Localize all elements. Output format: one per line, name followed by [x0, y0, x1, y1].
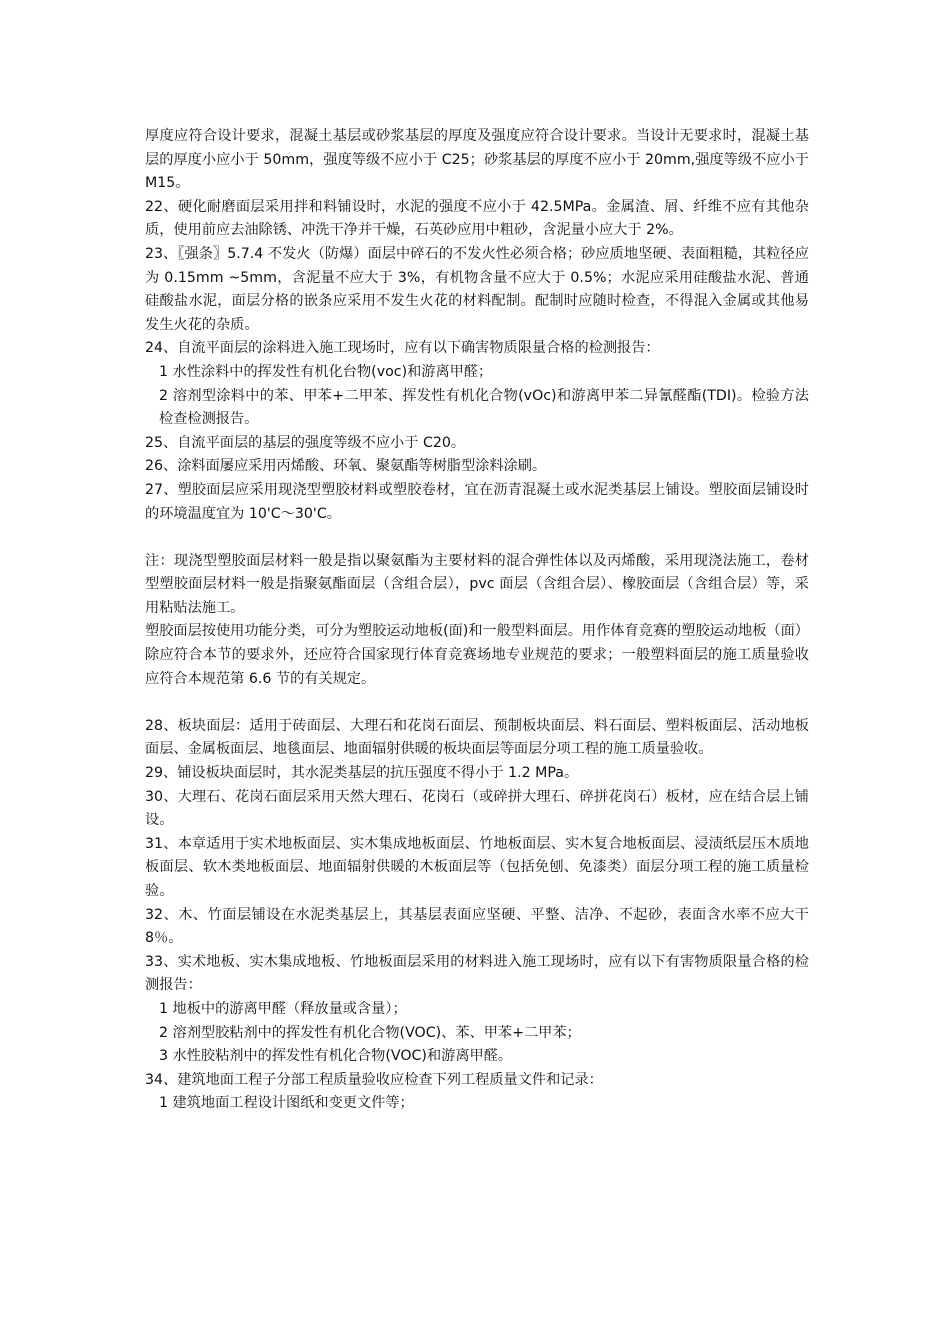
paragraph-note: 注：现浇型塑胶面层材料一般是指以聚氨酯为主要材料的混合弹性体以及丙烯酸，采用现浇法施工，卷材型塑胶面层材料一般是指聚氨酯面层（含组合层），pvc 面层（含组合层）、橡胶面层（含组合层）等，采用粘贴法施工。 — [145, 552, 809, 616]
paragraph-item-25: 25、自流平面层的基层的强度等级不应小于 C20。 — [145, 434, 466, 451]
paragraph-item-28: 28、板块面层：适用于砖面层、大理石和花岗石面层、预制板块面层、料石面层、塑料板面层、活动地板面层、金属板面层、地毯面层、地面辐射供暖的板块面层等面层分项工程的施工质量验收。 — [145, 717, 809, 758]
sub-item-34-1: 1 建筑地面工程设计图纸和变更文件等； — [159, 1095, 414, 1112]
paragraph-item-33: 33、实术地板、实木集成地板、竹地板面层采用的材料进入施工现场时，应有以下有害物质限量合格的检测报告： — [145, 953, 809, 994]
sub-item-24-1: 1 水性涂料中的挥发性有机化台物(voc)和游离甲醛； — [159, 363, 493, 380]
paragraph-item-24: 24、自流平面层的涂料进入施工现场时，应有以下确害物质限量合格的检测报告： — [145, 340, 660, 357]
blank-line — [145, 691, 809, 715]
paragraph-item-23: 23、〖强条〗5.7.4 不发火（防爆）面层中碎石的不发火性必须合格；砂应质地坚硬、表面粗糙，其粒径应为 0.15mm ~5mm，含泥量不应大于 3%，有机物含量不应大于 0.5%；水泥应采用硅酸盐水泥、普通硅酸盐水泥，面层分格的嵌条应采用不发生火花的材料配制。配制时应随时检查，不得混入金属或其他易发生火花的杂质。 — [145, 245, 809, 333]
paragraph-item-30: 30、大理石、花岗石面层采用天然大理石、花岗石（或碎拼大理石、碎拼花岗石）板材，应在结合层上铺设。 — [145, 788, 809, 829]
sub-item-33-2: 2 溶剂型胶粘剂中的挥发性有机化合物(VOC)、苯、甲苯+二甲苯； — [159, 1024, 581, 1041]
paragraph-item-32: 32、木、竹面层铺设在水泥类基层上，其基层表面应坚硬、平整、洁净、不起砂，表面含水率不应大干 8％。 — [145, 906, 809, 947]
paragraph-item-34: 34、建筑地面工程子分部工程质量验收应检查下列工程质量文件和记录： — [145, 1071, 603, 1088]
paragraph-item-27: 27、塑胶面层应采用现浇型塑胶材料或塑胶卷材，宜在沥青混凝土或水泥类基层上铺设。塑胶面层铺设时的环境温度宜为 10'C～30'C。 — [145, 481, 809, 522]
sub-item-24-2: 2 溶剂型涂料中的苯、甲苯+二甲苯、挥发性有机化合物(vOc)和游离甲苯二异氰醛酯(TDI)。检验方法检查检测报告。 — [159, 387, 809, 428]
paragraph-item-29: 29、铺设板块面层时，其水泥类基层的抗压强度不得小于 1.2 MPa。 — [145, 765, 579, 782]
paragraph-item-31: 31、本章适用于实术地板面层、实木集成地板面层、竹地板面层、实木复合地板面层、浸渍纸层压木质地板面层、软木类地板面层、地面辐射供暖的木板面层等（包括免刨、免漆类）面层分项工程的施工质量检验。 — [145, 835, 809, 899]
paragraph-note-continued: 塑胶面层按使用功能分类，可分为塑胶运动地板(面)和一般型料面层。用作体育竞赛的塑胶运动地板（面）除应符合本节的要求外，还应符合国家现行体育竞赛场地专业规范的要求；一般塑料面层的施工质量验收应符合本规范第 6.6 节的有关规定。 — [145, 623, 809, 687]
paragraph-item-22: 22、硬化耐磨面层采用拌和料铺设时，水泥的强度不应小于 42.5MPa。金属渣、屑、纤维不应有其他杂质，使用前应去油除锈、冲洗干净并干燥，石英砂应用中粗砂，含泥量小应大于 2%。 — [145, 198, 809, 239]
sub-item-33-1: 1 地板中的游离甲醛（释放量或含量）； — [159, 1000, 407, 1017]
paragraph-item-26: 26、涂料面屡应采用丙烯酸、环氧、聚氨酯等树脂型涂料涂刷。 — [145, 458, 547, 475]
blank-line — [145, 526, 809, 550]
sub-item-33-3: 3 水性胶粘剂中的挥发性有机化合物(VOC)和游离甲醛。 — [159, 1048, 513, 1065]
document-body — [145, 125, 809, 1116]
paragraph-continuation: 厚度应符合设计要求，混凝土基层或砂浆基层的厚度及强度应符合设计要求。当设计无要求时，混凝土基层的厚度小应小于 50mm，强度等级不应小于 C25；砂浆基层的厚度不应小于 20mm,强度等级不应小于 M15。 — [145, 128, 809, 192]
